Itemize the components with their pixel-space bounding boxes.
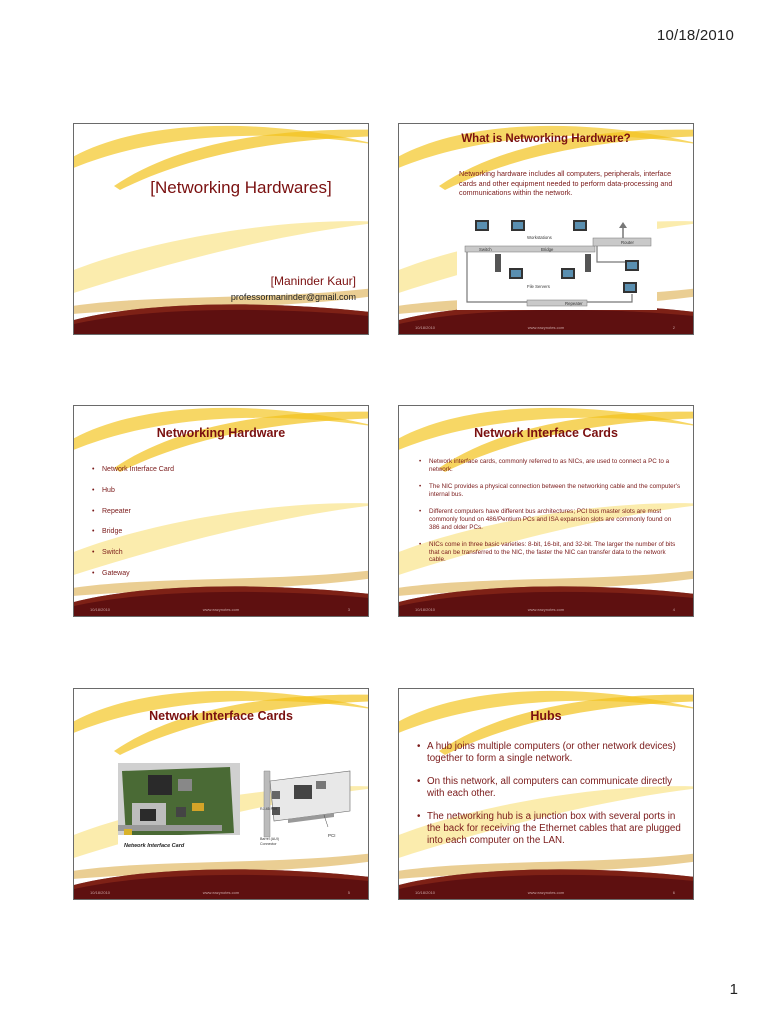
diagram-label-repeater: Repeater <box>565 301 583 306</box>
slide-4-network-interface-cards[interactable] <box>398 405 694 617</box>
nic-card-image <box>118 763 240 855</box>
list-item: • A hub joins multiple computers (or other network devices) together to form a single network. <box>417 741 687 765</box>
slide-5-network-interface-cards[interactable] <box>73 688 369 900</box>
diagram-label-file-servers: File Servers <box>527 284 550 289</box>
slide-3-networking-hardware[interactable] <box>73 405 369 617</box>
slide-title: Hubs <box>530 709 562 723</box>
bullet-list <box>419 458 683 564</box>
list-item: • Hub <box>92 487 174 496</box>
list-item: • NICs come in three basic varieties: 8-bit, 16-bit, and 32-bit. The larger the number of bits that can be transferred to the NIC, the faster the NIC can transfer data to the network cable. <box>419 541 683 564</box>
list-item: • Network Interface Card <box>92 466 174 475</box>
barrel-connector-label: Barrel (AUI) Connector <box>260 837 279 846</box>
slide-footer-date: 10/18/2010 <box>415 890 436 895</box>
list-item: • Switch <box>92 549 174 558</box>
list-item: • Repeater <box>92 508 174 517</box>
slide-title: Network Interface Cards <box>474 426 618 440</box>
list-item: • Different computers have different bus architectures; PCI bus master slots are most commonly found on 486/Pentium PCs and ISA expansion slots are commonly found on 386 and older PCs. <box>419 508 683 531</box>
slide-title: Network Interface Cards <box>149 709 293 723</box>
slide-6-hubs[interactable] <box>398 688 694 900</box>
slide-footer-number: 3 <box>347 607 350 612</box>
slide-title: What is Networking Hardware? <box>461 133 631 145</box>
bullet-list <box>92 466 174 579</box>
slide-1-title[interactable] <box>73 123 369 335</box>
diagram-label-router: Router <box>621 240 634 245</box>
slide-text: Networking hardware includes all computers, peripherals, interface cards and other equipment needed to perform data-processing and communications within the network. <box>459 169 673 197</box>
slide-footer-url: www.eazynotes.com <box>202 890 240 895</box>
list-item: • Gateway <box>92 570 174 579</box>
list-item: • On this network, all computers can communicate directly with each other. <box>417 776 687 800</box>
bullet-list <box>417 741 687 847</box>
page-number: 1 <box>729 981 738 998</box>
slide-title: [Networking Hardwares] <box>150 178 332 197</box>
network-diagram <box>457 214 657 310</box>
slide-title: Networking Hardware <box>156 426 286 440</box>
slide-background-decoration <box>74 124 369 335</box>
pci-card-illustration <box>254 767 354 845</box>
slide-footer-number: 2 <box>672 325 675 330</box>
slide-footer-number: 5 <box>347 890 350 895</box>
slide-footer-url: www.eazynotes.com <box>202 607 240 612</box>
slide-footer-url: www.eazynotes.com <box>527 607 565 612</box>
slide-footer-date: 10/18/2010 <box>90 607 111 612</box>
slide-footer-url: www.eazynotes.com <box>527 890 565 895</box>
slide-2-what-is-networking-hardware[interactable] <box>398 123 694 335</box>
slide-footer-number: 6 <box>672 890 675 895</box>
page-date: 10/18/2010 <box>656 27 734 44</box>
diagram-label-workstations: Workstations <box>527 235 552 240</box>
slide-footer-date: 10/18/2010 <box>415 607 436 612</box>
slide-footer-url: www.eazynotes.com <box>527 325 565 330</box>
nic-photo <box>118 763 240 855</box>
list-item: • The NIC provides a physical connection between the networking cable and the computer's internal bus. <box>419 483 683 498</box>
list-item: • The networking hub is a junction box with several ports in the back for receiving the Ethernet cables that are plugged into each computer on the LAN. <box>417 811 687 847</box>
diagram-label-switch: Switch <box>479 247 492 252</box>
list-item: • Network interface cards, commonly referred to as NICs, are used to connect a PC to a network. <box>419 458 683 473</box>
author-email: professormaninder@gmail.com <box>230 292 356 302</box>
slide-footer-date: 10/18/2010 <box>90 890 111 895</box>
pci-label: PCI <box>328 833 336 838</box>
list-item: • Bridge <box>92 528 174 537</box>
author-name: [Maninder Kaur] <box>270 274 356 288</box>
diagram-label-bridge: Bridge <box>541 247 554 252</box>
slide-footer-date: 10/18/2010 <box>415 325 436 330</box>
nic-photo-caption: Network Interface Card <box>124 843 185 849</box>
slide-footer-number: 4 <box>672 607 675 612</box>
rj45-port-label: RJ-45 Port <box>260 807 278 811</box>
